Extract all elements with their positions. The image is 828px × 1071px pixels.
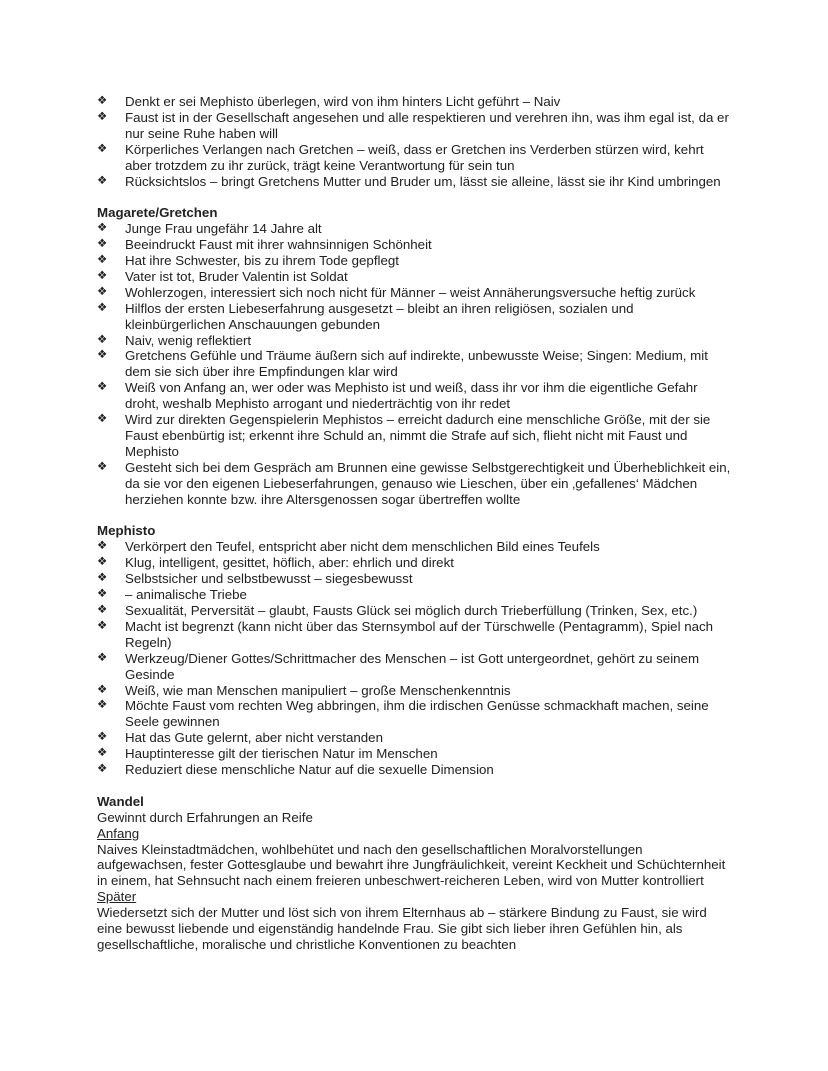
list-item-text: Vater ist tot, Bruder Valentin ist Soldat: [125, 268, 348, 284]
list-item-text: Naiv, wenig reflektiert: [125, 332, 252, 348]
list-item-text: – animalische Triebe: [125, 587, 247, 603]
diamond-bullet-icon: ❖: [97, 381, 108, 394]
list-item: [97, 301, 733, 333]
list-item: [97, 221, 733, 237]
section-mephisto: [97, 523, 733, 778]
section-faust-intro: [97, 94, 733, 189]
list-item-text: Beeindruckt Faust mit ihrer wahnsinnigen Schönheit: [125, 237, 432, 253]
list-item: [97, 460, 733, 508]
list-item: [97, 539, 733, 555]
list-item: [97, 380, 733, 412]
list-item: [97, 603, 733, 619]
list-item: [97, 651, 733, 683]
list-item-text: Hauptinteresse gilt der tierischen Natur im Menschen: [125, 746, 438, 762]
list-item-text: Rücksichtslos – bringt Gretchens Mutter und Bruder um, lässt sie alleine, lässt sie ihr Kind umbringen: [125, 173, 721, 189]
diamond-bullet-icon: ❖: [97, 254, 108, 267]
list-item: [97, 333, 733, 349]
list-item: [97, 174, 733, 190]
list-item: [97, 730, 733, 746]
list-item-text: Klug, intelligent, gesittet, höflich, aber: ehrlich und direkt: [125, 555, 454, 571]
diamond-bullet-icon: ❖: [97, 95, 108, 107]
section-heading-gretchen: Magarete/Gretchen: [97, 205, 218, 221]
list-item-text: Weiß von Anfang an, wer oder was Mephisto ist und weiß, dass ihr vor ihm die eigentliche Gefahr droht, weshalb Mephisto arrogant und niederträchtig von ihr redet: [125, 380, 698, 412]
list-item-text: Reduziert diese menschliche Natur auf die sexuelle Dimension: [125, 762, 494, 778]
diamond-bullet-icon: ❖: [97, 349, 108, 362]
list-item-text: Hilflos der ersten Liebeserfahrung ausgesetzt – bleibt an ihren religiösen, sozialen und kleinbürgerlichen Anschauungen gebunden: [125, 300, 634, 332]
list-item: [97, 555, 733, 571]
diamond-bullet-icon: ❖: [97, 110, 108, 123]
list-item-text: Junge Frau ungefähr 14 Jahre alt: [125, 221, 322, 237]
diamond-bullet-icon: ❖: [97, 413, 108, 426]
list-item-text: Macht ist begrenzt (kann nicht über das Sternsymbol auf der Türschwelle (Pentagramm), Spiel nach Regeln): [125, 618, 714, 650]
diamond-bullet-icon: ❖: [97, 269, 108, 282]
diamond-bullet-icon: ❖: [97, 588, 108, 601]
list-item-text: Selbstsicher und selbstbewusst – siegesbewusst: [125, 571, 413, 587]
list-item-text: Werkzeug/Diener Gottes/Schrittmacher des Menschen – ist Gott untergeordnet, gehört zu seinem Gesinde: [125, 650, 700, 682]
wandel-intro-text: Gewinnt durch Erfahrungen an Reife: [97, 809, 313, 825]
list-item-text: Möchte Faust vom rechten Weg abbringen, ihm die irdischen Genüsse schmackhaft machen, seine Seele gewinnen: [125, 698, 709, 730]
list-item-text: Weiß, wie man Menschen manipuliert – große Menschenkenntnis: [125, 682, 511, 698]
list-item: [97, 587, 733, 603]
list-item-text: Körperliches Verlangen nach Gretchen – weiß, dass er Gretchen ins Verderben stürzen wird, kehrt aber trotzdem zu ihr zurück, trägt keine Verantwortung für sein tun: [125, 141, 704, 173]
section-gretchen: [97, 205, 733, 507]
list-item: [97, 285, 733, 301]
list-item: [97, 683, 733, 699]
diamond-bullet-icon: ❖: [97, 699, 108, 712]
list-item-text: Denkt er sei Mephisto überlegen, wird von ihm hinters Licht geführt – Naiv: [125, 94, 561, 109]
bullet-list: [97, 221, 733, 507]
list-item: [97, 348, 733, 380]
diamond-bullet-icon: ❖: [97, 572, 108, 585]
list-item-text: Wohlerzogen, interessiert sich noch nicht für Männer – weist Annäherungsversuche heftig zurück: [125, 284, 696, 300]
list-item-text: Sexualität, Perversität – glaubt, Fausts Glück sei möglich durch Trieberfüllung (Trinken, Sex, etc.): [125, 602, 698, 618]
diamond-bullet-icon: ❖: [97, 222, 108, 235]
diamond-bullet-icon: ❖: [97, 333, 108, 346]
list-item-text: Faust ist in der Gesellschaft angesehen und alle respektieren und verehren ihn, was ihm egal ist, da er nur seine Ruhe haben will: [125, 109, 729, 141]
bullet-list: [97, 539, 733, 778]
diamond-bullet-icon: ❖: [97, 142, 108, 155]
list-item: [97, 142, 733, 174]
diamond-bullet-icon: ❖: [97, 763, 108, 776]
list-item: [97, 269, 733, 285]
diamond-bullet-icon: ❖: [97, 238, 108, 251]
diamond-bullet-icon: ❖: [97, 683, 108, 696]
list-item: [97, 94, 733, 110]
list-item: [97, 571, 733, 587]
diamond-bullet-icon: ❖: [97, 460, 108, 473]
diamond-bullet-icon: ❖: [97, 731, 108, 744]
diamond-bullet-icon: ❖: [97, 747, 108, 760]
section-heading-wandel: Wandel: [97, 793, 144, 809]
diamond-bullet-icon: ❖: [97, 619, 108, 632]
wandel-spaeter-text: Wiedersetzt sich der Mutter und löst sich von ihrem Elternhaus ab – stärkere Bindung zu Faust, sie wird eine bewusst liebende und eigenständig handelnde Frau. Sie gibt sich lieber ihren Gefühlen hin, als gesellschaftliche, moralische und christliche Konventionen zu beachten: [97, 905, 707, 952]
list-item: [97, 253, 733, 269]
list-item: [97, 746, 733, 762]
list-item-text: Wird zur direkten Gegenspielerin Mephistos – erreicht dadurch eine menschliche Größe, mit der sie Faust ebenbürtig ist; erkennt ihre Schuld an, nimmt die Strafe auf sich, flieht nicht mit Faust und Mephisto: [125, 412, 711, 459]
list-item-text: Hat ihre Schwester, bis zu ihrem Tode gepflegt: [125, 253, 399, 269]
section-wandel: [97, 794, 733, 953]
wandel-spaeter-label: Später: [97, 889, 137, 905]
wandel-anfang-label: Anfang: [97, 825, 140, 841]
diamond-bullet-icon: ❖: [97, 603, 108, 616]
list-item: [97, 412, 733, 460]
list-item-text: Verkörpert den Teufel, entspricht aber nicht dem menschlichen Bild eines Teufels: [125, 539, 600, 555]
list-item: [97, 698, 733, 730]
section-heading-mephisto: Mephisto: [97, 523, 156, 539]
list-item-text: Gesteht sich bei dem Gespräch am Brunnen eine gewisse Selbstgerechtigkeit und Überheblichkeit ein, da sie vor den eigenen Liebeserfahrungen, genauso wie Lieschen, über ein ‚gefallenes‘ Mädchen herziehen konnte bzw. ihre Altersgenossen sogar übertreffen wollte: [125, 459, 731, 507]
list-item: [97, 619, 733, 651]
wandel-anfang-text: Naives Kleinstadtmädchen, wohlbehütet und nach den gesellschaftlichen Moralvorstellungen aufgewachsen, fester Gottesglaube und bewahrt ihre Jungfräulichkeit, vereint Keckheit und Schüchternheit in einem, hat Sehnsucht nach einem freieren unbeschwert-reicheren Leben, wird von Mutter kontrolliert: [97, 841, 726, 889]
diamond-bullet-icon: ❖: [97, 174, 108, 187]
diamond-bullet-icon: ❖: [97, 285, 108, 298]
diamond-bullet-icon: ❖: [97, 556, 108, 569]
diamond-bullet-icon: ❖: [97, 301, 108, 314]
list-item-text: Gretchens Gefühle und Träume äußern sich auf indirekte, unbewusste Weise; Singen: Medium, mit dem sie sich über ihre Empfindungen klar wird: [125, 348, 708, 380]
list-item-text: Hat das Gute gelernt, aber nicht verstanden: [125, 730, 383, 746]
diamond-bullet-icon: ❖: [97, 651, 108, 664]
list-item: [97, 110, 733, 142]
diamond-bullet-icon: ❖: [97, 540, 108, 553]
list-item: [97, 237, 733, 253]
list-item: [97, 762, 733, 778]
bullet-list: [97, 94, 733, 189]
